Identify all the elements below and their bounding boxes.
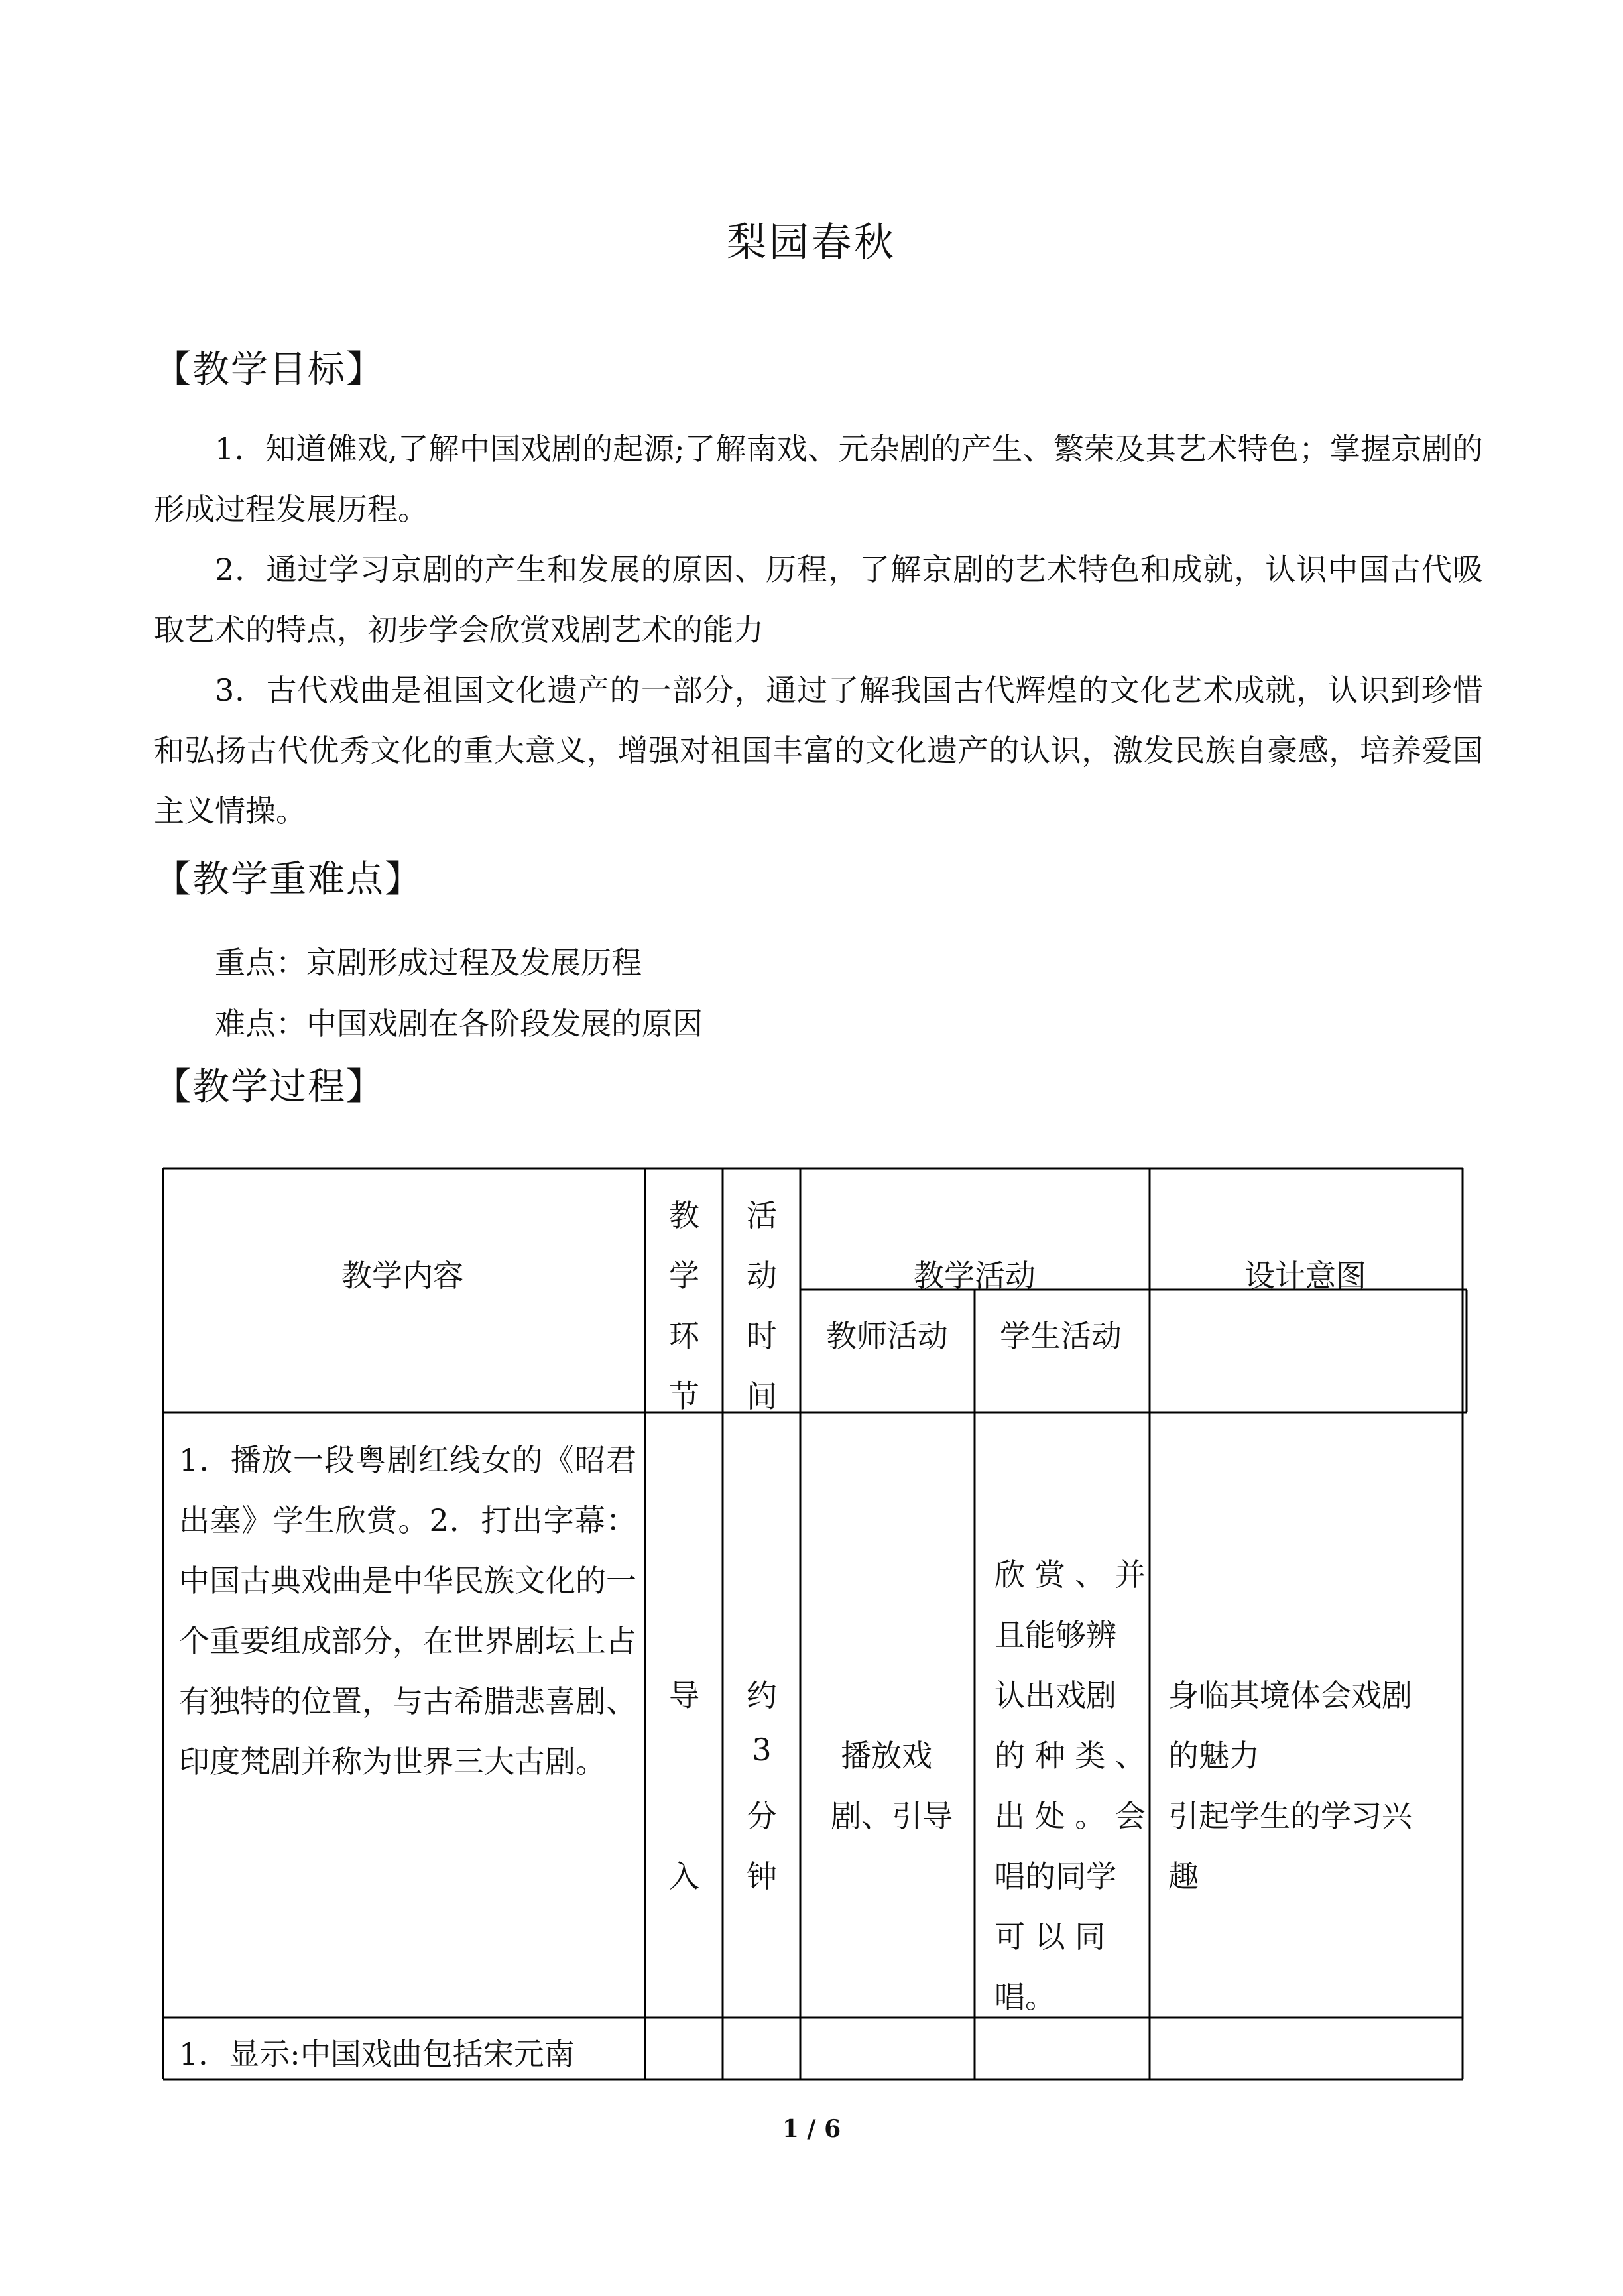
key-point: 重点：京剧形成过程及发展历程 xyxy=(215,945,642,981)
header-intent: 设计意图 xyxy=(1244,1258,1366,1294)
objective-3: 3．古代戏曲是祖国文化遗产的一部分，通过了解我国古代辉煌的文化艺术成就，认识到珍惜和弘扬古代优秀文化的重大意义，增强对祖国丰富的文化遗产的认识，激发民族自豪感，培养爱国主义情操。 xyxy=(154,672,1483,829)
row1-teacher-1: 播放戏 xyxy=(841,1738,932,1774)
row1-student-7: 可 以 同 xyxy=(994,1919,1106,1955)
header-stage-2: 学 xyxy=(669,1258,699,1294)
row1-student-2: 且能够辨 xyxy=(994,1617,1116,1653)
header-time-1: 活 xyxy=(747,1197,777,1233)
row1-time-2: 3 xyxy=(752,1732,772,1768)
row1-student-5: 出 处 。 会 xyxy=(994,1798,1146,1834)
row1-intent-2: 的魅力 xyxy=(1168,1738,1260,1774)
process-heading: 【教学过程】 xyxy=(154,1065,385,1109)
row1-student-1: 欣 赏 、 并 xyxy=(994,1557,1146,1593)
row1-student-6: 唱的同学 xyxy=(994,1858,1116,1894)
row2-content: 1．显示:中国戏曲包括宋元南 xyxy=(179,2036,575,2072)
row1-intent-3: 引起学生的学习兴 xyxy=(1168,1798,1412,1834)
row1-stage-bottom: 入 xyxy=(669,1858,699,1894)
row1-student-4: 的 种 类 、 xyxy=(994,1738,1146,1774)
row1-teacher-2: 剧、引导 xyxy=(831,1798,953,1834)
row1-content: 1．播放一段粤剧红线女的《昭君出塞》学生欣赏。2．打出字幕：中国古典戏曲是中华民族文化的一个重要组成部分，在世界剧坛上占有独特的位置，与古希腊悲喜剧、印度梵剧并称为世界三大古剧。 xyxy=(179,1442,636,1780)
row1-stage-top: 导 xyxy=(669,1677,699,1713)
header-stage-3: 环 xyxy=(669,1318,699,1354)
header-student: 学生活动 xyxy=(1000,1318,1122,1354)
header-time-3: 时 xyxy=(747,1318,777,1354)
row1-intent-1: 身临其境体会戏剧 xyxy=(1168,1677,1412,1713)
objectives-heading: 【教学目标】 xyxy=(154,348,385,391)
row1-time-4: 钟 xyxy=(747,1858,777,1894)
header-time-2: 动 xyxy=(747,1258,777,1294)
difficult-point: 难点：中国戏剧在各阶段发展的原因 xyxy=(215,1006,703,1042)
objective-1: 1．知道傩戏,了解中国戏剧的起源;了解南戏、元杂剧的产生、繁荣及其艺术特色；掌握京剧的形成过程发展历程。 xyxy=(154,431,1483,527)
row1-intent-4: 趣 xyxy=(1168,1858,1199,1894)
row1-time-3: 分 xyxy=(747,1798,777,1834)
header-stage-1: 教 xyxy=(669,1197,699,1233)
header-teacher: 教师活动 xyxy=(826,1318,948,1354)
objective-2: 2．通过学习京剧的产生和发展的原因、历程，了解京剧的艺术特色和成就，认识中国古代吸取艺术的特点，初步学会欣赏戏剧艺术的能力 xyxy=(154,552,1483,648)
header-stage-4: 节 xyxy=(669,1378,699,1414)
keypoints-heading: 【教学重难点】 xyxy=(154,858,423,901)
page-number: 1 / 6 xyxy=(782,2115,841,2143)
page-title: 梨园春秋 xyxy=(727,219,896,266)
row1-student-8: 唱。 xyxy=(994,1979,1055,2015)
header-content: 教学内容 xyxy=(341,1258,463,1294)
header-time-4: 间 xyxy=(747,1378,777,1414)
row1-time-1: 约 xyxy=(747,1677,777,1713)
row1-student-3: 认出戏剧 xyxy=(994,1677,1116,1713)
header-activity: 教学活动 xyxy=(914,1258,1036,1294)
